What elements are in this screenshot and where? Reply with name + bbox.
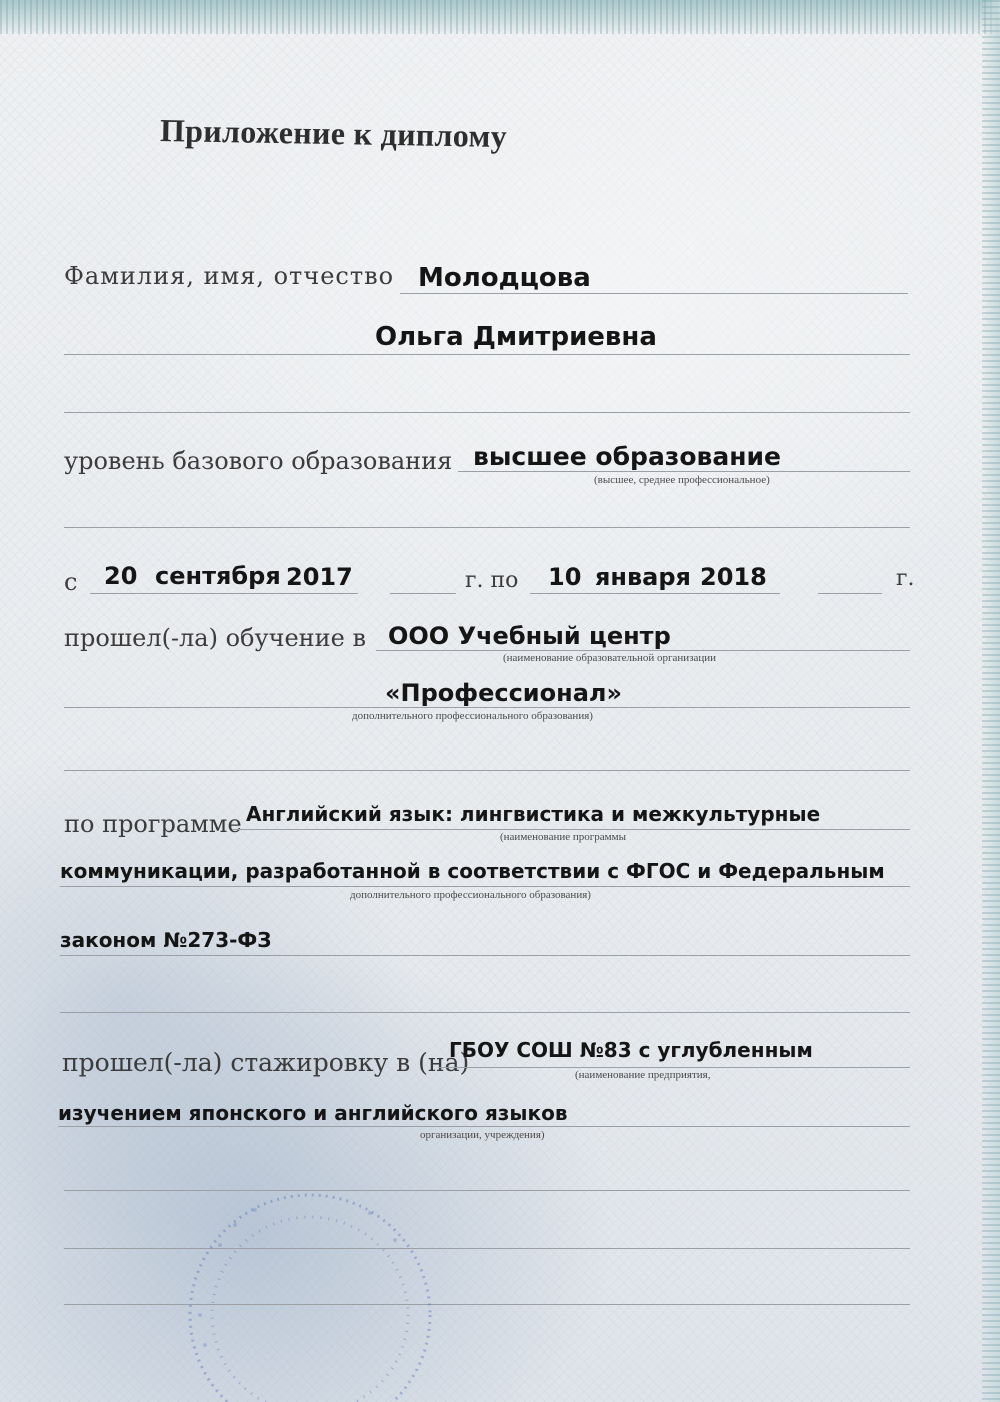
- period-to-month: января: [595, 563, 691, 591]
- period-from-day: 20: [104, 562, 138, 590]
- internship-rule-1: [438, 1067, 910, 1068]
- fio-rule-2: [64, 354, 910, 355]
- security-border-top: [0, 0, 1000, 34]
- training-org-line1: ООО Учебный центр: [388, 622, 671, 650]
- program-rule-2: [60, 886, 910, 887]
- program-label: по программе: [64, 810, 242, 838]
- training-rule-3: [64, 770, 910, 771]
- period-to-day: 10: [548, 563, 582, 591]
- security-border-right: [982, 0, 1000, 1402]
- program-hint-2: дополнительного профессионального образования): [350, 889, 591, 901]
- period-from-rule: [90, 593, 358, 594]
- period-from-year: 2017: [286, 563, 353, 591]
- training-rule-1: [376, 650, 910, 651]
- training-label: прошел(-ла) обучение в: [64, 624, 367, 652]
- internship-hint-2: организации, учреждения): [420, 1129, 545, 1141]
- internship-line1: ГБОУ СОШ №83 с углубленным: [449, 1038, 813, 1062]
- fio-surname: Молодцова: [418, 263, 591, 293]
- program-rule-1: [232, 829, 910, 830]
- period-from-prefix: с: [64, 568, 78, 596]
- internship-hint-1: (наименование предприятия,: [575, 1069, 711, 1081]
- training-hint-1: (наименование образовательной организации: [503, 652, 717, 664]
- document-title: Приложение к диплому: [159, 112, 508, 155]
- period-to-prefix: г. по: [465, 568, 519, 593]
- fio-given-names: Ольга Дмитриевна: [375, 322, 657, 352]
- fio-rule-3: [64, 412, 910, 413]
- training-rule-2: [64, 707, 910, 708]
- training-org-line2: «Профессионал»: [385, 679, 622, 707]
- fio-rule-1: [400, 293, 908, 294]
- program-hint-1: (наименование программы: [500, 831, 626, 843]
- education-level-value: высшее образование: [473, 442, 781, 471]
- period-to-year: 2018: [700, 563, 767, 591]
- program-line2: коммуникации, разработанной в соответствии с ФГОС и Федеральным: [60, 859, 885, 883]
- internship-line2: изучением японского и английского языков: [58, 1101, 568, 1125]
- program-rule-4: [60, 1012, 910, 1013]
- period-from-month: сентября: [155, 562, 281, 590]
- round-seal-stamp-icon: [160, 1165, 440, 1402]
- internship-rule-2: [58, 1126, 910, 1127]
- education-level-rule: [458, 471, 910, 472]
- period-year-suffix: г.: [896, 566, 915, 591]
- internship-label: прошел(-ла) стажировку в (на): [62, 1048, 470, 1077]
- education-level-rule-2: [64, 527, 910, 528]
- education-level-label: уровень базового образования: [64, 447, 453, 475]
- period-to-rule: [530, 593, 780, 594]
- education-level-hint: (высшее, среднее профессиональное): [594, 474, 770, 486]
- period-from-rule-2: [390, 593, 456, 594]
- program-line3: законом №273-ФЗ: [60, 928, 272, 952]
- program-line1: Английский язык: лингвистика и межкультурные: [246, 802, 821, 826]
- fio-label: Фамилия, имя, отчество: [64, 262, 395, 290]
- training-hint-2: дополнительного профессионального образования): [352, 710, 593, 722]
- period-to-rule-2: [818, 593, 882, 594]
- program-rule-3: [60, 955, 910, 956]
